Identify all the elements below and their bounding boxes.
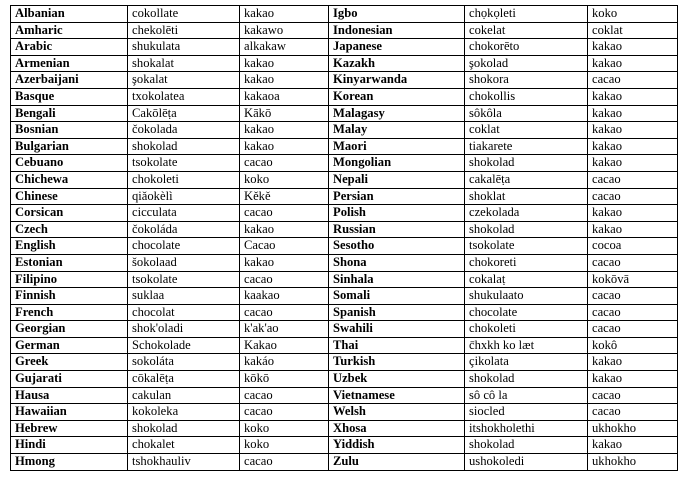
cacao-word-cell: cacao — [588, 304, 678, 321]
cacao-word-cell: kakao — [588, 55, 678, 72]
chocolate-word-cell: chokoleti — [128, 171, 240, 188]
chocolate-word-cell: txokolatea — [128, 88, 240, 105]
language-cell: Uzbek — [329, 371, 465, 388]
cacao-word-cell: ukhokho — [588, 454, 678, 471]
table-row — [11, 6, 678, 23]
language-cell: Vietnamese — [329, 387, 465, 404]
table-row — [11, 321, 678, 338]
language-cell: Azerbaijani — [11, 72, 128, 89]
cacao-word-cell: ukhokho — [588, 420, 678, 437]
cacao-word-cell: kakao — [588, 122, 678, 139]
language-cell: Spanish — [329, 304, 465, 321]
cacao-word-cell: cacao — [588, 254, 678, 271]
chocolate-word-cell: siocled — [465, 404, 588, 421]
table-row — [11, 88, 678, 105]
language-cell: Igbo — [329, 6, 465, 23]
cacao-word-cell: cacao — [588, 387, 678, 404]
chocolate-word-cell: shokalat — [128, 55, 240, 72]
language-cell: Xhosa — [329, 420, 465, 437]
cacao-word-cell: koko — [240, 171, 329, 188]
chocolate-word-cell: coklat — [465, 122, 588, 139]
table-row — [11, 404, 678, 421]
cacao-word-cell: kakaoa — [240, 88, 329, 105]
language-cell: English — [11, 238, 128, 255]
language-cell: Russian — [329, 221, 465, 238]
cacao-word-cell: cocoa — [588, 238, 678, 255]
chocolate-word-cell: šokolaad — [128, 254, 240, 271]
table-row — [11, 39, 678, 56]
chocolate-word-cell: shokolad — [128, 138, 240, 155]
chocolate-word-cell: chekolēti — [128, 22, 240, 39]
table-row — [11, 122, 678, 139]
chocolate-word-cell: cokelat — [465, 22, 588, 39]
table-row — [11, 188, 678, 205]
language-cell: Kinyarwanda — [329, 72, 465, 89]
chocolate-translation-table — [10, 5, 678, 471]
cacao-word-cell: cacao — [588, 321, 678, 338]
cacao-word-cell: Kākō — [240, 105, 329, 122]
language-cell: Greek — [11, 354, 128, 371]
language-cell: Georgian — [11, 321, 128, 338]
chocolate-word-cell: chocolate — [465, 304, 588, 321]
cacao-word-cell: Kakao — [240, 337, 329, 354]
language-cell: Sinhala — [329, 271, 465, 288]
language-cell: Indonesian — [329, 22, 465, 39]
table-row — [11, 454, 678, 471]
chocolate-word-cell: çikolata — [465, 354, 588, 371]
chocolate-word-cell: sokoláta — [128, 354, 240, 371]
language-cell: Chichewa — [11, 171, 128, 188]
chocolate-word-cell: shokolad — [465, 155, 588, 172]
language-cell: Basque — [11, 88, 128, 105]
cacao-word-cell: cacao — [240, 387, 329, 404]
table-row — [11, 420, 678, 437]
chocolate-word-cell: chocolate — [128, 238, 240, 255]
language-cell: Sesotho — [329, 238, 465, 255]
language-cell: Estonian — [11, 254, 128, 271]
chocolate-word-cell: suklaa — [128, 288, 240, 305]
cacao-word-cell: alkakaw — [240, 39, 329, 56]
cacao-word-cell: kakao — [240, 138, 329, 155]
chocolate-word-cell: shok'oladi — [128, 321, 240, 338]
chocolate-word-cell: shoklat — [465, 188, 588, 205]
language-cell: Gujarati — [11, 371, 128, 388]
chocolate-word-cell: tshokhauliv — [128, 454, 240, 471]
cacao-word-cell: Cacao — [240, 238, 329, 255]
chocolate-word-cell: cokalaṭ — [465, 271, 588, 288]
language-cell: Maori — [329, 138, 465, 155]
table-row — [11, 22, 678, 39]
cacao-word-cell: koko — [240, 437, 329, 454]
cacao-word-cell: koko — [240, 420, 329, 437]
chocolate-word-cell: sôkôla — [465, 105, 588, 122]
table-row — [11, 72, 678, 89]
language-cell: Kazakh — [329, 55, 465, 72]
chocolate-word-cell: shukulaato — [465, 288, 588, 305]
cacao-word-cell: kakao — [588, 88, 678, 105]
language-cell: Somali — [329, 288, 465, 305]
chocolate-word-cell: chokollis — [465, 88, 588, 105]
chocolate-word-cell: sô cô la — [465, 387, 588, 404]
cacao-word-cell: cacao — [588, 171, 678, 188]
language-cell: Hausa — [11, 387, 128, 404]
language-cell: Mongolian — [329, 155, 465, 172]
language-cell: Hindi — [11, 437, 128, 454]
cacao-word-cell: cacao — [240, 404, 329, 421]
chocolate-word-cell: cicculata — [128, 205, 240, 222]
language-cell: Yiddish — [329, 437, 465, 454]
table-row — [11, 337, 678, 354]
table-row — [11, 254, 678, 271]
cacao-word-cell: kaakao — [240, 288, 329, 305]
cacao-word-cell: kakao — [588, 354, 678, 371]
cacao-word-cell: kakao — [240, 72, 329, 89]
language-cell: Bulgarian — [11, 138, 128, 155]
cacao-word-cell: kakawo — [240, 22, 329, 39]
chocolate-word-cell: şokalat — [128, 72, 240, 89]
table-row — [11, 387, 678, 404]
chocolate-word-cell: čokolada — [128, 122, 240, 139]
language-cell: Polish — [329, 205, 465, 222]
cacao-word-cell: kakao — [588, 205, 678, 222]
cacao-word-cell: kakao — [588, 371, 678, 388]
cacao-word-cell: cacao — [588, 188, 678, 205]
language-cell: Bosnian — [11, 122, 128, 139]
table-body — [11, 6, 678, 471]
cacao-word-cell: kokōvā — [588, 271, 678, 288]
chocolate-word-cell: chokorēto — [465, 39, 588, 56]
language-cell: Swahili — [329, 321, 465, 338]
language-cell: Filipino — [11, 271, 128, 288]
language-cell: Shona — [329, 254, 465, 271]
chocolate-translation-table-container — [10, 5, 678, 471]
language-cell: Albanian — [11, 6, 128, 23]
chocolate-word-cell: cakulan — [128, 387, 240, 404]
language-cell: Korean — [329, 88, 465, 105]
language-cell: Welsh — [329, 404, 465, 421]
cacao-word-cell: k'ak'ao — [240, 321, 329, 338]
chocolate-word-cell: cokollate — [128, 6, 240, 23]
chocolate-word-cell: qiǎokèlì — [128, 188, 240, 205]
chocolate-word-cell: chocolat — [128, 304, 240, 321]
table-row — [11, 171, 678, 188]
chocolate-word-cell: shokolad — [465, 437, 588, 454]
language-cell: Hawaiian — [11, 404, 128, 421]
chocolate-word-cell: czekolada — [465, 205, 588, 222]
cacao-word-cell: kakao — [240, 122, 329, 139]
table-row — [11, 155, 678, 172]
cacao-word-cell: kakao — [588, 437, 678, 454]
table-row — [11, 304, 678, 321]
language-cell: Amharic — [11, 22, 128, 39]
cacao-word-cell: kakao — [588, 155, 678, 172]
cacao-word-cell: kakao — [588, 138, 678, 155]
cacao-word-cell: coklat — [588, 22, 678, 39]
language-cell: Hmong — [11, 454, 128, 471]
chocolate-word-cell: cōkalēṭa — [128, 371, 240, 388]
language-cell: Turkish — [329, 354, 465, 371]
table-row — [11, 205, 678, 222]
cacao-word-cell: cacao — [240, 205, 329, 222]
chocolate-word-cell: tsokolate — [465, 238, 588, 255]
cacao-word-cell: kakáo — [240, 354, 329, 371]
table-row — [11, 238, 678, 255]
language-cell: Malay — [329, 122, 465, 139]
language-cell: Cebuano — [11, 155, 128, 172]
cacao-word-cell: kakao — [240, 6, 329, 23]
chocolate-word-cell: ushokoledi — [465, 454, 588, 471]
cacao-word-cell: cacao — [240, 454, 329, 471]
language-cell: Armenian — [11, 55, 128, 72]
chocolate-word-cell: tsokolate — [128, 155, 240, 172]
cacao-word-cell: cacao — [588, 72, 678, 89]
cacao-word-cell: cacao — [588, 404, 678, 421]
language-cell: Japanese — [329, 39, 465, 56]
language-cell: French — [11, 304, 128, 321]
cacao-word-cell: kakao — [240, 254, 329, 271]
table-row — [11, 105, 678, 122]
chocolate-word-cell: shukulata — [128, 39, 240, 56]
table-row — [11, 437, 678, 454]
chocolate-word-cell: Cakōlēṭa — [128, 105, 240, 122]
chocolate-word-cell: itshokholethi — [465, 420, 588, 437]
chocolate-word-cell: shokolad — [465, 221, 588, 238]
language-cell: Corsican — [11, 205, 128, 222]
chocolate-word-cell: shokora — [465, 72, 588, 89]
language-cell: Persian — [329, 188, 465, 205]
language-cell: Zulu — [329, 454, 465, 471]
chocolate-word-cell: tsokolate — [128, 271, 240, 288]
chocolate-word-cell: tiakarete — [465, 138, 588, 155]
cacao-word-cell: cacao — [588, 288, 678, 305]
chocolate-word-cell: Schokolade — [128, 337, 240, 354]
chocolate-word-cell: şokolad — [465, 55, 588, 72]
table-row — [11, 55, 678, 72]
language-cell: Bengali — [11, 105, 128, 122]
cacao-word-cell: cacao — [240, 304, 329, 321]
cacao-word-cell: kakao — [588, 39, 678, 56]
chocolate-word-cell: chokalet — [128, 437, 240, 454]
chocolate-word-cell: chọkọleti — [465, 6, 588, 23]
language-cell: Nepali — [329, 171, 465, 188]
table-row — [11, 288, 678, 305]
language-cell: Chinese — [11, 188, 128, 205]
cacao-word-cell: kakao — [588, 105, 678, 122]
cacao-word-cell: kokô — [588, 337, 678, 354]
table-row — [11, 354, 678, 371]
cacao-word-cell: kakao — [240, 221, 329, 238]
cacao-word-cell: Kěkě — [240, 188, 329, 205]
language-cell: Arabic — [11, 39, 128, 56]
table-row — [11, 221, 678, 238]
chocolate-word-cell: chokoleti — [465, 321, 588, 338]
cacao-word-cell: koko — [588, 6, 678, 23]
table-row — [11, 138, 678, 155]
language-cell: Czech — [11, 221, 128, 238]
cacao-word-cell: cacao — [240, 271, 329, 288]
language-cell: German — [11, 337, 128, 354]
table-row — [11, 371, 678, 388]
cacao-word-cell: cacao — [240, 155, 329, 172]
cacao-word-cell: kakao — [240, 55, 329, 72]
chocolate-word-cell: shokolad — [465, 371, 588, 388]
chocolate-word-cell: cakalēṭa — [465, 171, 588, 188]
chocolate-word-cell: c̄hxkh ko læt — [465, 337, 588, 354]
cacao-word-cell: kakao — [588, 221, 678, 238]
chocolate-word-cell: kokoleka — [128, 404, 240, 421]
chocolate-word-cell: čokoláda — [128, 221, 240, 238]
chocolate-word-cell: shokolad — [128, 420, 240, 437]
language-cell: Thai — [329, 337, 465, 354]
language-cell: Malagasy — [329, 105, 465, 122]
chocolate-word-cell: chokoreti — [465, 254, 588, 271]
language-cell: Hebrew — [11, 420, 128, 437]
table-row — [11, 271, 678, 288]
language-cell: Finnish — [11, 288, 128, 305]
cacao-word-cell: kōkō — [240, 371, 329, 388]
